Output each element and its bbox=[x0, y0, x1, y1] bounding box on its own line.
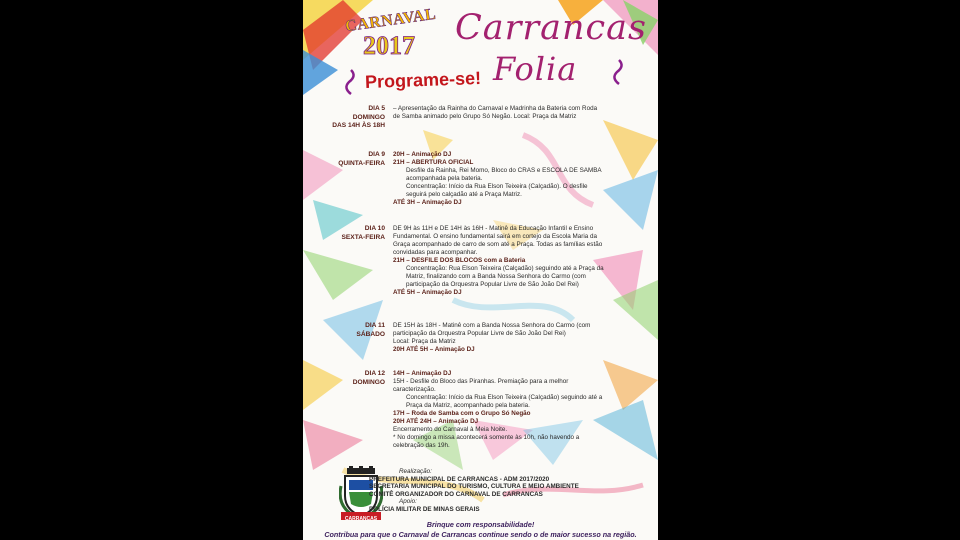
event-line: 21H – ABERTURA OFICIAL bbox=[393, 159, 474, 166]
event-line: 14H – Animação DJ bbox=[393, 370, 452, 377]
day-events bbox=[393, 225, 605, 297]
event-line: ATÉ 5H – Animação DJ bbox=[393, 289, 462, 296]
day-weekday: DOMINGO bbox=[352, 378, 385, 386]
slogan-line1: Brinque com responsabilidade! bbox=[426, 520, 535, 529]
day-events bbox=[393, 151, 605, 207]
crest-banner-text: CARRANCAS bbox=[344, 516, 378, 522]
day-weekday: QUINTA-FEIRA bbox=[338, 159, 385, 167]
day-events bbox=[393, 370, 605, 450]
day-label bbox=[303, 322, 385, 339]
apoio-label: Apoio: bbox=[399, 498, 417, 506]
event-line: ATÉ 3H – Animação DJ bbox=[393, 199, 462, 206]
day-weekday: SEXTA-FEIRA bbox=[341, 233, 385, 241]
day-number: DIA 10 bbox=[364, 225, 385, 232]
organizer-3: COMITÊ ORGANIZADOR DO CARNAVAL DE CARRANCAS bbox=[369, 490, 543, 498]
organizer-2: SECRETARIA MUNICIPAL DO TURISMO, CULTURA E MEIO AMBIENTE bbox=[369, 483, 579, 491]
day-time: DAS 14H ÀS 18H bbox=[332, 122, 385, 129]
event-line: DE 9H às 11H e DE 14H às 16H - Matinê da Educação Infantil e Ensino Fundamental. O ensino fundamental sairá em cortejo da Escola Maria da Graça acompanhado de carro de som até a Praça. Todas as famílias estão convidadas para acompanhar. bbox=[393, 225, 603, 256]
event-line: 17H – Roda de Samba com o Grupo Só Negão bbox=[393, 410, 531, 417]
event-line: Concentração: Rua Elson Teixeira (Calçadão) seguindo até a Praça da Matriz, finalizando com a Banda Nossa Senhora do Carmo (com participação da Orquestra Popular Livre de São João Del Rei) bbox=[406, 265, 604, 288]
realizacao-label: Realização: bbox=[399, 468, 432, 475]
day-number: DIA 9 bbox=[368, 151, 385, 158]
carnaval-logo-word: CARNAVAL bbox=[344, 5, 438, 36]
poster-subtitle: Programe-se! bbox=[364, 67, 482, 93]
slogan-line2: Contribua para que o Carnaval de Carrancas continue sendo o de maior sucesso na região. bbox=[324, 530, 637, 539]
day-number: DIA 5 bbox=[368, 105, 385, 112]
organizer-1: PREFEITURA MUNICIPAL DE CARRANCAS - ADM 2017/2020 bbox=[369, 475, 550, 483]
event-line: 15H - Desfile do Bloco das Piranhas. Premiação para a melhor caracterização. bbox=[393, 378, 569, 393]
event-line: 20H – Animação DJ bbox=[393, 151, 452, 158]
poster-title-line1: Carrancas bbox=[455, 8, 647, 48]
event-line: 21H – DESFILE DOS BLOCOS com a Bateria bbox=[393, 257, 526, 264]
carnival-poster bbox=[303, 0, 658, 540]
event-line: Concentração: Início da Rua Elson Teixeira (Calçadão). O desfile seguirá pelo calçadão até a Praça Matriz. bbox=[406, 183, 588, 198]
day-weekday: SÁBADO bbox=[356, 330, 385, 338]
day-label bbox=[303, 370, 385, 387]
day-weekday: DOMINGO bbox=[352, 113, 385, 121]
day-number: DIA 11 bbox=[365, 322, 385, 329]
footer-organizers bbox=[369, 468, 579, 514]
event-line: 20H ATÉ 5H – Animação DJ bbox=[393, 346, 475, 353]
event-line: Desfile da Rainha, Rei Momo, Bloco do CRAS e ESCOLA DE SAMBA acompanhada pela bateria. bbox=[406, 167, 602, 182]
event-line: * No domingo a missa acontecerá somente às 10h, não havendo a celebração das 19h. bbox=[393, 434, 580, 449]
day-label bbox=[303, 225, 385, 242]
event-text: – Apresentação da Rainha do Carnaval e Madrinha da Bateria com Roda de Samba animado pelo Grupo Só Negão. Local: Praça da Matriz bbox=[393, 105, 598, 120]
organizer-4: POLÍCIA MILITAR DE MINAS GERAIS bbox=[369, 505, 480, 513]
day-label bbox=[303, 105, 385, 131]
event-line: Encerramento do Carnaval à Meia Noite. bbox=[393, 426, 508, 433]
poster-title-line2: Folia bbox=[493, 50, 578, 88]
event-line: 20H ATÉ 24H – Animação DJ bbox=[393, 418, 479, 425]
event-line: DE 15H às 18H - Matinê com a Banda Nossa Senhora do Carmo (com participação da Orquestra Popular Livre de São João Del Rei) bbox=[393, 322, 591, 337]
day-events bbox=[393, 322, 605, 354]
day-events bbox=[393, 105, 605, 121]
carnaval-logo-year: 2017 bbox=[363, 31, 415, 60]
day-label bbox=[303, 151, 385, 168]
day-number: DIA 12 bbox=[364, 370, 385, 377]
event-line: Concentração: Início da Rua Elson Teixeira (Calçadão) seguindo até a Praça da Matriz, acompanhado pela bateria. bbox=[406, 394, 603, 409]
event-line: Local: Praça da Matriz bbox=[393, 338, 456, 345]
